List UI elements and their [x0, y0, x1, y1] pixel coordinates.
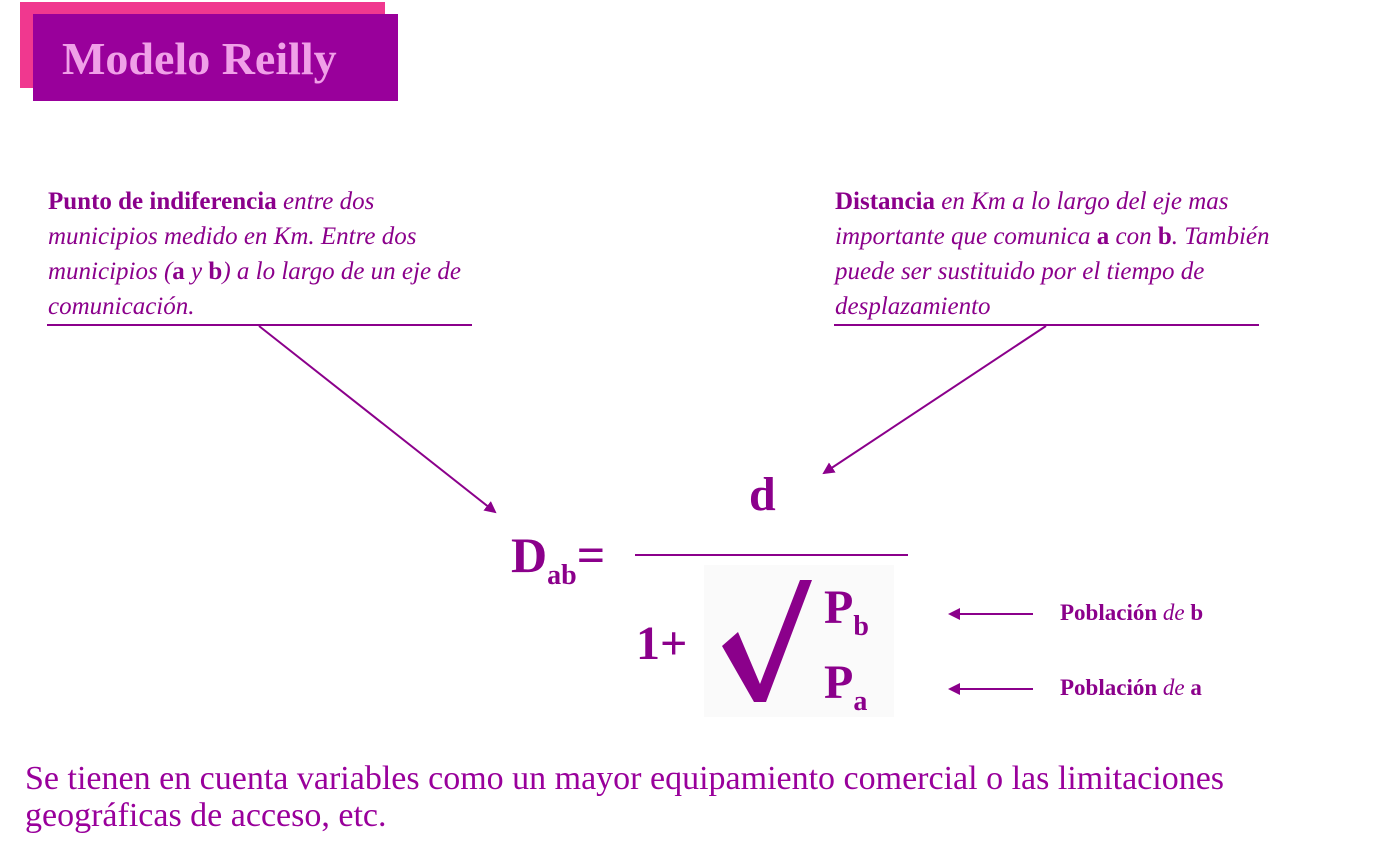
note-right-a: a — [1096, 223, 1110, 250]
formula-d-ab: D — [511, 527, 548, 583]
label-pob-a-var: a — [1190, 675, 1202, 700]
label-poblacion-b — [1060, 600, 1203, 626]
formula-lhs — [511, 526, 606, 591]
arrow-right-to-d — [824, 326, 1046, 473]
bottom-description: Se tienen en cuenta variables como un mayor equipamiento comercial o las limitaciones geográficas de acceso, etc. — [25, 760, 1225, 834]
note-left-a: a — [172, 258, 185, 285]
arrow-left-to-dab — [259, 326, 495, 512]
sqrt-icon — [716, 574, 816, 706]
label-pob-a-de: de — [1157, 675, 1191, 700]
note-left-bold: Punto de indiferencia — [48, 188, 277, 215]
note-left-text1: entre dos municipios medido en Km. Entre dos municipios ( — [48, 188, 417, 285]
formula-pa-p: P — [824, 656, 854, 709]
note-right-text2: . También puede ser sustituido por el tiempo de desplazamiento — [835, 223, 1270, 320]
label-pob-b-de: de — [1157, 600, 1191, 625]
formula-pb-p: P — [824, 581, 854, 634]
label-pob-b-bold: Población — [1060, 600, 1158, 625]
formula-ab-sub: ab — [547, 560, 577, 591]
note-right-bold: Distancia — [835, 188, 935, 215]
formula-pa-sub: a — [853, 686, 868, 717]
formula-equals: = — [576, 527, 606, 583]
formula-pa — [824, 655, 868, 717]
label-pob-b-var: b — [1190, 600, 1204, 625]
formula-pb-sub: b — [853, 611, 869, 642]
note-left-y: y — [184, 258, 209, 285]
note-right-con: con — [1109, 223, 1158, 250]
note-right-text1: en Km a lo largo del eje mas importante que comunica — [835, 188, 1229, 250]
note-left-text2: ) a lo largo de un eje de comunicación. — [48, 258, 461, 320]
label-pob-a-bold: Población — [1060, 675, 1158, 700]
note-right-b: b — [1157, 223, 1172, 250]
formula-numerator: d — [749, 468, 776, 521]
formula-one-plus: 1+ — [636, 617, 688, 670]
label-poblacion-a — [1060, 675, 1202, 701]
formula-pb — [824, 580, 869, 642]
note-left-b: b — [208, 258, 223, 285]
slide-title: Modelo Reilly — [62, 33, 337, 84]
